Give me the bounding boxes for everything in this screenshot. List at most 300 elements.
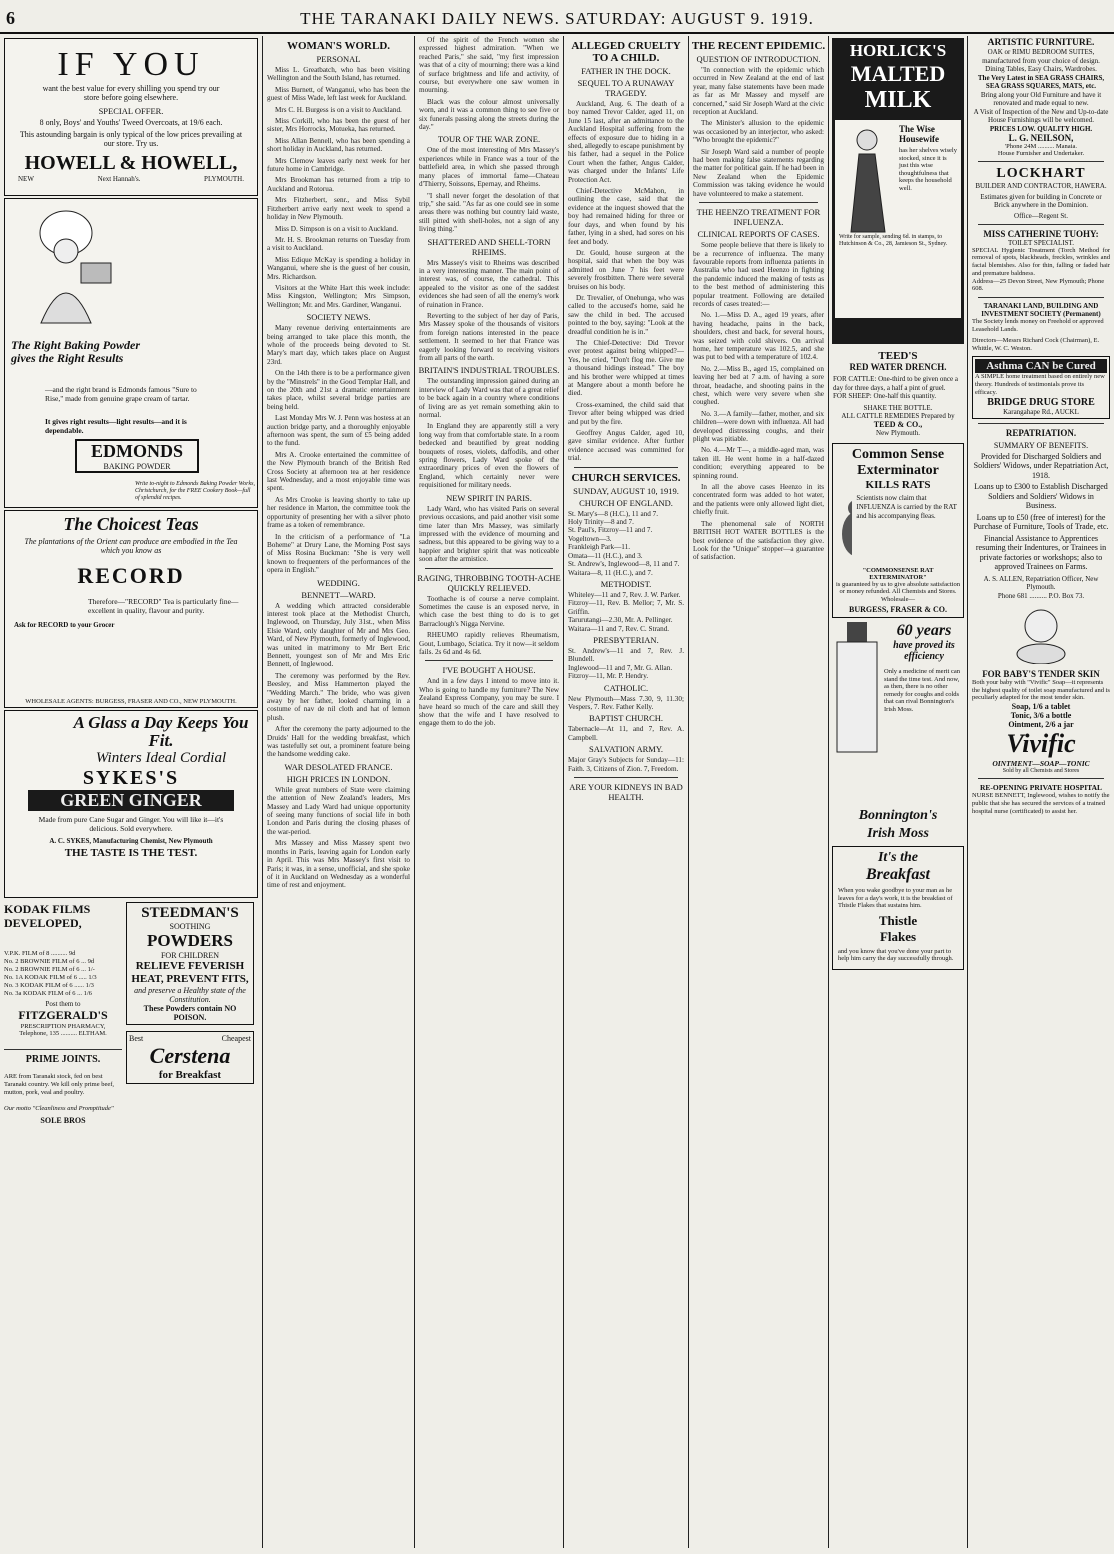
exterminator-scientists: Scientists now claim that INFLUENZA is carried by the RAT and his accompanying fleas. <box>856 493 957 520</box>
teed-ad <box>833 350 963 437</box>
horlicks-panel <box>835 120 961 318</box>
thistle-brand: Thistle <box>878 912 918 928</box>
kodak-pharmacy: PRESCRIPTION PHARMACY, <box>20 1023 106 1030</box>
bottle-icon <box>832 622 882 762</box>
steedman-product: POWDERS <box>147 931 233 950</box>
personal-heading: PERSONAL <box>316 54 361 64</box>
teed-all: ALL CATTLE REMEDIES Prepared by <box>841 411 955 420</box>
heenzo-subheading: CLINICAL REPORTS OF CASES. <box>697 229 820 240</box>
thistle-foot: and you know that you've done your part to help him carry the day successfully through. <box>838 947 954 962</box>
wedding-paragraph: After the ceremony the party adjourned to the Druids' Hall for the wedding breakfast, which was tastefully set out, a prominent feature being the handsome wedding cake. <box>267 725 410 759</box>
artistic-trade: House Furnisher and Undertaker. <box>997 149 1085 157</box>
tuohy-text: SPECIAL Hygienic Treatment (Torch Method for removal of spots, blackheads, freckles, wrinkles and facial blemishes. Also for thin, falling or faded hair and premature baldness. <box>972 246 1110 277</box>
wedding-subheading: BENNETT—WARD. <box>301 589 376 600</box>
steedman-ad <box>126 902 254 1025</box>
britain-paragraph: The outstanding impression gained during an interview of Lady Ward was that of a great relief to be back again in a country where conditions of living are as yet remain something akin to normal. <box>419 377 559 420</box>
horlicks-product: MALTED <box>850 61 946 86</box>
church-baptist-list <box>568 725 684 742</box>
church-methodist-heading: METHODIST. <box>600 578 652 589</box>
cerstena-best: Best <box>129 1034 144 1043</box>
bonnington-text: Only a medicine of merit can stand the time test. And now, as then, there is no other remedy for coughs and colds that can rival Bonnington's Irish Moss. <box>884 668 960 713</box>
building-title: TARANAKI LAND, BUILDING AND INVESTMENT SOCIETY (Permanent) <box>981 302 1101 319</box>
epidemic-paragraph: "In connection with the epidemic which occurred in New Zealand at the end of last year, many false statements have been made as far as Mr Massey and myself are concerned," said Sir Joseph Ward at the civic reception at Auckland. <box>693 66 824 117</box>
toothache-text <box>419 595 559 657</box>
prime-title: PRIME JOINTS. <box>25 1054 101 1065</box>
tour-paragraph: One of the most interesting of Mrs Massey's experiences while in France was a tour of the battlefield area, in which she passed through many places of immortal fame—Chateau d'Thierry, Soissons, Epernay, and Rheims. <box>419 146 559 189</box>
howell-line: store before going elsewhere. <box>83 93 179 102</box>
sykes-slogan: THE TASTE IS THE TEST. <box>64 847 198 859</box>
edmonds-logo <box>75 439 199 473</box>
cerstena-ad <box>126 1031 254 1084</box>
society-paragraph: As Mrs Crooke is leaving shortly to take up her residence in Marton, the committee took the opportunity of presenting her with a silver photo frame as a token of remembrance. <box>267 495 410 530</box>
church-catholic-list <box>568 695 684 712</box>
record-title: The Choicest Teas <box>63 514 199 534</box>
personal-item: Miss Allan Bennell, who has been spending a short holiday in Auckland, has returned. <box>267 136 410 154</box>
heenzo-paragraph: In all the above cases Heenzo in its concentrated form was added to hot water, and the patients were only allowed light diet, chiefly fruit. <box>693 483 824 517</box>
toothache-paragraph: Toothache is of course a nerve complaint. Sometimes the cause is an exposed nerve, in which case the best thing to do is to get Barraclough's Nigga Nervine. <box>419 594 559 628</box>
artistic-phone: 'Phone 24M .......... Manaia. <box>1005 142 1077 150</box>
baby-icon <box>1006 604 1076 664</box>
society-paragraph: Last Monday Mrs W. J. Penn was hostess at an auction bridge party, and a thoroughly enjoyable afternoon was spent, the sum of £5 being added to the fund. <box>267 414 410 448</box>
church-item: Tarurutangi—2.30, Mr. A. Pellinger. <box>568 616 673 625</box>
kodak-price-list <box>4 950 122 998</box>
howell-ad <box>4 38 258 196</box>
prime-body: ARE from Taranaki stock, fed on best Taranaki country. We kill only prime beef, mutton, pork, veal and poultry. <box>4 1073 115 1096</box>
teed-place: New Plymouth. <box>876 428 920 437</box>
steedman-relieve: RELIEVE FEVERISH HEAT, PREVENT FITS, <box>131 960 249 985</box>
howell-name: HOWELL & HOWELL, <box>24 152 238 174</box>
vivific-ad <box>972 604 1110 774</box>
artistic-visit: A Visit of Inspection of the New and Up-to-date House Furnishings will be welcomed. <box>973 107 1109 124</box>
rheims-paragraph: Mrs Massey's visit to Rheims was described in a very interesting manner. The main point of interest was, of course, the cathedral. This appealed to the visitor as one of the saddest evidences she had seen of all the enemy's work of ruination in France. <box>419 258 559 309</box>
horlicks-brand: HORLICK'S <box>849 41 947 60</box>
separator <box>574 777 678 778</box>
separator <box>978 423 1104 424</box>
thistle-line2: Breakfast <box>866 866 930 883</box>
horlicks-product: MILK <box>864 87 932 113</box>
church-england-list <box>568 510 684 577</box>
record-brand: RECORD <box>77 563 185 588</box>
repatriation-ad <box>972 428 1110 600</box>
asthma-text: A SIMPLE home treatment based on entirely new theory. Hundreds of testimonials prove its efficacy. <box>975 373 1105 397</box>
wedding-paragraph: The ceremony was performed by the Rev. Beesley, and Miss Hammerton played the "Wedding March." The bride, who was given away by her father, looked charming in a costume of nav de nil cloth and hat of lemon plush. <box>267 671 410 722</box>
cerstena-brand: Cerstena <box>149 1043 231 1068</box>
house-text <box>419 677 559 727</box>
asthma-ad <box>972 356 1110 418</box>
exterminator-product: "COMMONSENSE RAT EXTERMINATOR" <box>862 566 934 581</box>
church-item: Holy Trinity—8 and 7. <box>568 518 634 527</box>
paris-text <box>419 36 559 131</box>
exterminator-ad <box>832 443 964 619</box>
teed-sheep: FOR SHEEP: One-half this quantity. <box>833 392 937 400</box>
howell-bargain: This astounding bargain is only typical of the low prices prevailing at our store. Try us. <box>19 130 243 148</box>
separator <box>699 202 818 203</box>
personal-item: Mrs Clemow leaves early next week for her future home in Cambridge. <box>267 156 410 174</box>
personal-item: Mrs Fitzherbert, senr., and Miss Sybil Fitzherbert arrive early next week to spend a holiday in New Plymouth. <box>267 196 410 222</box>
exterminator-agents: BURGESS, FRASER & CO. <box>848 605 947 614</box>
tuohy-address: Address—25 Devon Street, New Plymouth; Phone 608. <box>972 277 1105 293</box>
sykes-body: Made from pure Cane Sugar and Ginger. You will like it—it's delicious. Sold everywhere. <box>38 815 224 833</box>
steedman-poison: These Powders contain NO POISON. <box>143 1004 237 1022</box>
record-agents: WHOLESALE AGENTS: BURGESS, FRASER AND CO., NEW PLYMOUTH. <box>25 698 237 705</box>
france-subheading: HIGH PRICES IN LONDON. <box>286 773 391 784</box>
column-3 <box>415 36 563 1548</box>
epidemic-subheading: QUESTION OF INTRODUCTION. <box>696 54 821 64</box>
asthma-store: BRIDGE DRUG STORE <box>987 396 1095 408</box>
personal-item: Miss Burnett, of Wanganui, who has been the guest of Miss Wade, left last week for Auckland. <box>267 85 410 103</box>
tour-paragraph: "I shall never forget the desolation of that trip," she said. "As far as one could see in some areas there was nothing but country laid waste, still pitted with shell-holes, not a sign of any living thing." <box>419 191 559 234</box>
horlicks-free: Write for sample, sending 6d. in stamps, to Hutchinson & Co., 28, Jamieson St., Sydney. <box>839 234 948 247</box>
record-body: Therefore—"RECORD" Tea is particularly fine—excellent in quality, flavour and purity. <box>88 597 239 615</box>
kodak-title: KODAK FILMS DEVELOPED, <box>4 902 91 930</box>
repatriation-more: Financial Assistance to Apprentices resuming their Indentures, or Trainees in private factories or workshops; also to approved Trainees on Farms. <box>975 533 1107 572</box>
artistic-latest: The Very Latest in SEA GRASS CHAIRS, SEA GRASS SQUARES, MATS, etc. <box>977 73 1105 90</box>
womans-world-heading: WOMAN'S WORLD. <box>286 40 391 52</box>
thistle-text: When you wake goodbye to your man as he leaves for a day's work, it is the breakfast of Thistle Flakes that sustains him. <box>838 887 953 909</box>
church-england-heading: CHURCH OF ENGLAND. <box>579 497 673 508</box>
church-item: Omata—11 (H.C.), and 3. <box>568 551 643 560</box>
kodak-steedman-row <box>4 902 258 1125</box>
separator <box>425 660 553 661</box>
spirit-heading: NEW SPIRIT IN PARIS. <box>446 492 532 503</box>
separator <box>574 467 678 468</box>
epidemic-paragraph: The Minister's allusion to the epidemic was occasioned by an interjector, who asked: "Who brought the epidemic?" <box>693 119 824 145</box>
church-catholic-heading: CATHOLIC. <box>603 682 649 693</box>
teed-shake: SHAKE THE BOTTLE. <box>863 403 933 412</box>
personal-item: Miss Corkill, who has been the guest of her sister, Mrs Horrocks, Motueka, has returned. <box>267 117 410 134</box>
howell-footer-left: NEW <box>18 175 34 183</box>
sykes-brand: SYKES'S <box>82 767 180 789</box>
church-salvation-heading: SALVATION ARMY. <box>588 744 663 755</box>
vivific-price: Tonic, 3/6 a bottle <box>1010 711 1072 721</box>
asthma-title: Asthma CAN be Cured <box>975 359 1107 373</box>
britain-heading: BRITAIN'S INDUSTRIAL TROUBLES. <box>418 365 560 376</box>
kodak-price-item: No. 3 KODAK FILM of 6 ...... 1/3 <box>4 982 94 989</box>
howell-footer-right: PLYMOUTH. <box>204 175 244 183</box>
vivific-text: Both your baby with "Vivific" Soap—it represents the highest quality of toilet soap manufactured and is peculiarly adapted for the most tender skin. <box>972 678 1110 702</box>
steedman-sub: SOOTHING <box>169 922 211 931</box>
hospital-title: RE-OPENING PRIVATE HOSPITAL <box>979 783 1103 793</box>
cruelty-paragraph: Cross-examined, the child said that Trevor after being whipped was dried and put by the fire. <box>568 400 684 426</box>
cerstena-cheapest: Cheapest <box>221 1034 251 1043</box>
bonnington-ad <box>832 622 964 842</box>
bonnington-brand: Bonnington's <box>858 808 938 823</box>
tuohy-sub: TOILET SPECIALIST. <box>1007 238 1075 247</box>
church-item: New Plymouth—Mass 7.30, 9, 11.30; Vespers, 7. Rev. Father Kelly. <box>568 694 684 711</box>
repatriation-text: Provided for Discharged Soldiers and Soldiers' Widows, under Repatriation Act, 1918. <box>973 451 1109 480</box>
church-salvation-list <box>568 756 684 773</box>
building-society-ad <box>972 302 1110 352</box>
artistic-title: ARTISTIC FURNITURE. <box>987 38 1095 48</box>
hospital-text: NURSE BENNETT, Inglewood, wishes to notify the public that she has secured the services of a trained hospital nurse (certificated) to assist her. <box>972 792 1110 815</box>
lockhart-ad <box>972 166 1110 220</box>
horlicks-text: has her shelves wisely stocked, since it is just this wise thoughtfulness that keeps the household well. <box>899 147 957 192</box>
record-tea-ad <box>4 510 258 708</box>
thistle-brand: Flakes <box>879 928 917 944</box>
house-paragraph: And in a few days I intend to move into it. Who is going to handle my furniture? The New Zealand Express Company, you may be sure. I have heard so much of the care and skill they show that the wife and I have resolved to engage them to do the job. <box>419 677 559 728</box>
cruelty-paragraph: Dr. Trevalier, of Onehunga, who was called to the accused's home, said he saw the child in bed. The accused pointed to the boy, saying: "Look at the dreadful condition he is in." <box>568 293 684 336</box>
bonnington-top <box>884 622 964 662</box>
woman-baking-icon <box>11 203 121 333</box>
edmonds-body: —and the right brand is Edmonds famous "Sure to Rise," made from genuine grape cream of tartar. <box>45 385 197 403</box>
kidneys-heading: ARE YOUR KIDNEYS IN BAD HEALTH. <box>569 782 683 802</box>
kodak-price-item: No. 1A KODAK FILM of 6 ..... 1/3 <box>4 974 97 981</box>
newspaper-title: THE TARANAKI DAILY NEWS. SATURDAY: AUGUST 9. 1919. <box>300 9 814 28</box>
bonnington-years: 60 years <box>896 622 952 639</box>
howell-footer <box>18 175 244 183</box>
sykes-maker: A. C. SYKES, Manufacturing Chemist, New Plymouth <box>49 837 213 845</box>
church-item: Frankleigh Park—11. <box>568 543 631 552</box>
steedman-brand: STEEDMAN'S <box>141 905 239 921</box>
hospital-ad <box>972 783 1110 815</box>
cruelty-paragraph: Auckland, Aug. 6. The death of a boy named Trevor Calder, aged 11, on June 15 last, after an admittance to the Auckland Hospital suffering from the effects of exposure due to hiding in a shed, allegedly to escape punishment by his father, had a sequel in the Police Court when the father, Angus Calder, was charged under the Infants' Life Protection Act. <box>568 100 684 184</box>
separator <box>425 568 553 569</box>
france-text <box>267 786 410 890</box>
church-item: Major Gray's Subjects for Sunday—11: Faith. 3, Citizens of Zion. 7, Freedom. <box>568 756 684 773</box>
heenzo-paragraph: No. 3.—A family—father, mother, and six children—were down with influenza. All had developed distressing coughs, and their plight was pitiable. <box>693 409 824 444</box>
artistic-text: OAK or RIMU BEDROOM SUITES, manufactured from your choice of design. Dining Tables, Easy Chairs, Wardrobes. <box>982 48 1100 73</box>
column-5 <box>689 36 828 1548</box>
spirit-paragraph: Lady Ward, who has visited Paris on several previous occasions, and paid another visit some time later than Mrs Massey, was similarly impressed with the evidence of mourning and sadness, but this appeared to be giving way to a happier and brighter spirit that was noticeable soon after the armistice. <box>419 504 559 564</box>
vivific-brand: Vivific <box>1006 729 1076 759</box>
asthma-place: Karangahape Rd., AUCKL <box>1003 407 1079 416</box>
france-paragraph: While great numbers of State were claiming the attention of New Zealand's leaders, Mrs Massey and Lady Ward had unique opportunity of seeing many functions of social life in both London and Paris during the closing phases of the war-period. <box>267 785 410 836</box>
house-heading: I'VE BOUGHT A HOUSE. <box>442 665 536 676</box>
cruelty-heading: ALLEGED CRUELTY TO A CHILD. <box>571 40 681 64</box>
horlicks-housewife: The Wise Housewife <box>899 124 939 144</box>
tour-text <box>419 146 559 233</box>
vivific-sold: Sold by all Chemists and Stores <box>1002 768 1080 775</box>
column-4 <box>564 36 688 1548</box>
artistic-ad <box>972 38 1110 157</box>
teed-name: TEED & CO., <box>873 419 923 429</box>
church-item: Waitara—11 and 7, Rev. C. Strand. <box>568 624 670 633</box>
exterminator-kills: KILLS RATS <box>865 478 931 491</box>
repatriation-phone: Phone 681 .......... P.O. Box 73. <box>997 591 1085 600</box>
repatriation-title: REPATRIATION. <box>1005 427 1077 438</box>
paris-paragraph: Of the spirit of the French women she expressed highest admiration. "When we reached Paris," she said, "my first impression was that of a city of mourning; there was a kind of surface brightness and life and activity, of course, but everywhere one saw women in mourning. <box>419 36 559 95</box>
masthead <box>0 6 1114 34</box>
church-item: Whiteley—11 and 7, Rev. J. W. Parker. <box>568 590 681 599</box>
britain-text <box>419 377 559 489</box>
society-paragraph: Many revenue deriving entertainments are being arranged to take place this month, the whole of the proceeds being devoted to St. Mary's mart day, which takes place on August 23rd. <box>267 324 410 366</box>
column-2 <box>263 36 414 1548</box>
building-text: The Society lends money on Freehold or approved Leasehold Lands. <box>972 318 1104 334</box>
church-date: SUNDAY, AUGUST 10, 1919. <box>573 485 679 496</box>
cruelty-subheading: FATHER IN THE DOCK. <box>581 66 671 76</box>
church-baptist-heading: BAPTIST CHURCH. <box>589 713 663 724</box>
lockhart-title: LOCKHART <box>996 165 1086 181</box>
steedman-column <box>126 902 254 1125</box>
society-paragraph: Mrs A. Crooke entertained the committee of the New Plymouth branch of the British Red Cross Society at afternoon tea at her residence last Wednesday, and a most enjoyable time was spent. <box>267 450 410 493</box>
separator <box>978 224 1104 225</box>
separator <box>4 1049 122 1050</box>
personal-item: Mr. H. S. Brookman returns on Tuesday from a visit to Auckland. <box>267 235 410 253</box>
cruelty-text <box>568 100 684 463</box>
church-item: St. Andrew's, Inglewood—8, 11 and 7. <box>568 560 680 569</box>
edmonds-brand: EDMONDS <box>90 441 183 461</box>
rheims-paragraph: Reverting to the subject of her day of Paris, Mrs Massey spoke of the thousands of visitors from foreign nations interested in the peace settlement. It seemed to her that France was eagerly looking forward to receiving visitors from all parts of the earth. <box>419 311 559 362</box>
kodak-price-item: No. 2 BROWNIE FILM of 6 ... 9d <box>4 958 95 965</box>
lockhart-office: Office—Regent St. <box>1014 211 1068 220</box>
edmonds-tagline: It gives right results—light results—and it is dependable. <box>45 417 187 435</box>
artistic-name: L. G. NEILSON, <box>1008 132 1074 143</box>
separator <box>978 297 1104 298</box>
sykes-product: GREEN GINGER <box>28 790 234 811</box>
teed-title: TEED'S <box>878 350 918 362</box>
prime-motto: Our motto "Cleanliness and Promptitude" <box>4 1105 114 1112</box>
cruelty-subheading: SEQUEL TO A RUNAWAY TRAGEDY. <box>577 78 675 98</box>
howell-headline: IF YOU <box>57 46 205 83</box>
personal-item: Visitors at the White Hart this week include: Miss Kingston, Wellington; Mrs Simpson, Wellington; Mr. and Mrs. Gardiner, Wanganui. <box>267 283 410 309</box>
epidemic-heading: THE RECENT EPIDEMIC. <box>691 40 826 52</box>
personal-text <box>267 66 410 309</box>
personal-item: Miss Edique McKay is spending a holiday in Wanganui, where she is the guest of her cousin, Mrs. Richardson. <box>267 255 410 281</box>
sykes-ad <box>4 710 258 898</box>
bonnington-product: Irish Moss <box>867 826 929 841</box>
column-1 <box>0 36 262 1548</box>
artistic-bring: Bring along your Old Furniture and have it renovated and made equal to new. <box>980 90 1102 107</box>
rat-icon <box>836 494 852 564</box>
spirit-text <box>419 505 559 564</box>
sykes-line2: Winters Ideal Cordial <box>95 750 227 766</box>
church-item: St. Andrew's—11 and 7, Rev. J. Blundell. <box>568 646 684 664</box>
church-item: St. Mary's—8 (H.C.), 11 and 7. <box>568 509 659 518</box>
thistle-ad <box>832 846 964 970</box>
cruelty-paragraph: Chief-Detective McMahon, in outlining the case, said that the evidence at the inquest showed that the boy had remained hiding for three or four days, and when found by his father, lying in a shed, had sores on his feet and body. <box>568 187 684 246</box>
vivific-price: Soap, 1/6 a tablet <box>1011 702 1071 712</box>
epidemic-text <box>693 66 824 198</box>
society-text <box>267 324 410 574</box>
toothache-heading: RAGING, THROBBING TOOTH-ACHE QUICKLY RELIEVED. <box>417 572 561 593</box>
rheims-heading: SHATTERED AND SHELL-TORN RHEIMS. <box>427 236 551 257</box>
thistle-line1: It's the <box>877 850 919 865</box>
separator <box>978 778 1104 779</box>
kodak-price-item: No. 3a KODAK FILM of 6 ... 1/6 <box>4 990 92 997</box>
lockhart-sub: BUILDER AND CONTRACTOR, HAWERA. <box>975 181 1107 190</box>
church-item: Inglewood—11 and 7, Mr. G. Allan. <box>568 663 673 672</box>
column-6 <box>829 36 967 1548</box>
church-item: Fitzroy—11, Mr. P. Hendry. <box>568 672 649 681</box>
cruelty-paragraph: The Chief-Detective: Did Trevor ever protest against being whipped?—Yes, he cried, "Don't flog me. Give me a thousand hidings instead." The boy and his brother were whipped at times at Mangere about a month before he died. <box>568 338 684 398</box>
building-directors: Directors—Messrs Richard Cock (Chairman), E. Whittle, W. C. Weston. <box>972 336 1100 352</box>
tour-heading: TOUR OF THE WAR ZONE. <box>437 134 541 145</box>
lockhart-text: Estimates given for building in Concrete or Brick anywhere in the Dominion. <box>980 192 1102 209</box>
heenzo-paragraph: No. 1.—Miss D. A., aged 19 years, after having headache, pains in the back, shoulders, chest and back, for several hours, was seized with cold shivers. On arrival home, her temperature was 102.5, and she was put to bed with a temperature of 102.4. <box>693 311 824 362</box>
heenzo-paragraph: Some people believe that there is likely to be a recurrence of influenza. The many favourable reports from influenza patients in Australia who had used Heenzo in fighting the pandemic induced the making of tests as to the best method of administering this popular treatment. Following are detailed records of cases treated:— <box>693 241 824 308</box>
edmonds-ad <box>4 198 258 508</box>
kodak-ad <box>4 902 122 1125</box>
personal-item: Miss D. Simpson is on a visit to Auckland. <box>275 224 398 233</box>
sykes-line1: A Glass a Day Keeps You Fit. <box>73 713 249 750</box>
bonnington-proved: have proved its efficiency <box>893 640 955 662</box>
teed-product: RED WATER DRENCH. <box>849 362 947 372</box>
steedman-for: FOR CHILDREN <box>160 951 219 960</box>
heenzo-text <box>693 241 824 562</box>
church-methodist-list <box>568 591 684 633</box>
kodak-post: Post them to <box>45 1000 81 1008</box>
column-7 <box>968 36 1114 1548</box>
tuohy-title: MISS CATHERINE TUOHY: <box>983 228 1099 239</box>
edmonds-title: The Right Baking Powder gives the Right Results <box>11 338 141 365</box>
repatriation-loans2: Loans up to £50 (free of interest) for the Purchase of Furniture, Tools of Trade, etc. <box>973 512 1109 532</box>
record-foot: Ask for RECORD to your Grocer <box>14 621 115 629</box>
epidemic-paragraph: Sir Joseph Ward said a number of people had been making false statements regarding the matter for political gain. If he had been in New Zealand when the Epidemic Commission was taking evidence he would have volunteered to make a statement. <box>693 147 824 198</box>
church-item: Tabernacle—At 11, and 7, Rev. A. Campbell. <box>568 725 684 742</box>
cruelty-paragraph: Geoffrey Angus Calder, aged 10, gave similar evidence. After further evidence accused was committed for trial. <box>568 429 684 463</box>
britain-paragraph: In England they are apparently still a very long way from that comfortable state. In a room bedecked and beautified by great nodding bouquets of roses, violets, daffodils, and other spring flowers, Lady Ward spoke of the extraordinary prices of even the flowers of England, which certainly never were requisitioned for military needs. <box>419 422 559 490</box>
personal-item: Mrs C. H. Burgess is on a visit to Auckland. <box>275 105 402 114</box>
woman-shopping-icon <box>839 124 895 234</box>
vivific-price: Ointment, 2/6 a jar <box>1008 720 1074 730</box>
page-number: 6 <box>6 8 15 28</box>
cerstena-for: for Breakfast <box>158 1069 222 1081</box>
paris-paragraph: Black was the colour almost universally worn, and it was a common thing to see five or six funerals passing along the streets during the day." <box>419 97 559 132</box>
society-heading: SOCIETY NEWS. <box>306 312 371 323</box>
personal-item: Mrs Brookman has returned from a trip to Auckland and Rotorua. <box>267 176 410 193</box>
exterminator-text: is guaranteed by us to give absolute satisfaction or money refunded. All Chemists and Stores. Wholesale— <box>836 580 961 603</box>
edmonds-product: BAKING POWDER <box>103 462 171 471</box>
church-presbyterian-list <box>568 647 684 681</box>
repatriation-summary: SUMMARY OF BENEFITS. <box>993 440 1089 450</box>
church-item: Fitzroy—11, Rev. B. Mellor; 7, Mr. S. Griffin. <box>568 599 684 616</box>
tuohy-ad <box>972 229 1110 294</box>
exterminator-title: Common Sense <box>851 446 945 462</box>
church-presbyterian-heading: PRESBYTERIAN. <box>593 634 659 645</box>
kodak-price-item: No. 2 BROWNIE FILM of 6 ... 1/- <box>4 966 95 973</box>
wedding-heading: WEDDING. <box>317 577 360 588</box>
society-paragraph: On the 14th there is to be a performance given by the "Minstrels" in the Good Templar Hall, and on the 20th and 21st a dramatic entertainment takes place, whilst several bridge parties are being held. <box>267 369 410 411</box>
howell-offer-title: SPECIAL OFFER. <box>98 106 164 116</box>
wedding-paragraph: A wedding which attracted considerable interest took place at the Methodist Church, Inglewood, on Thursday, July 31st., when Miss Elsie Ward, only daughter of Mr and Mrs Geo. Ward, of New Plymouth, formerly of Inglewood, was united in matrimony to Mr Bert Eric Bennett, youngest son of Mr and Mrs Eric Bennett, of Inglewood. <box>267 601 410 669</box>
edmonds-cookery: Write to-night to Edmonds Baking Powder Works, Christchurch, for the FREE Cookery Book—full of splendid recipes. <box>135 481 255 501</box>
exterminator-title: Exterminator <box>857 462 939 478</box>
france-heading: WAR DESOLATED FRANCE. <box>284 761 393 772</box>
cruelty-paragraph: Dr. Gould, house surgeon at the hospital, said that when the boy was admitted on June 7 his feet were severely frostbitten. There were several bruises on his body. <box>568 248 684 291</box>
france-paragraph: Mrs Massey and Miss Massey spent two months in Paris, leaving again for London early in April. This was Mrs Massey's first visit to Paris; it was, in a sense, unofficial, and she spoke of it in Auckland on Wednesday as a wonderful time of rest and enjoyment. <box>267 839 410 890</box>
vivific-title: FOR BABY'S TENDER SKIN <box>982 668 1100 679</box>
church-heading: CHURCH SERVICES. <box>571 471 681 484</box>
steedman-health: and preserve a Healthy state of the Constitution. <box>134 986 246 1004</box>
church-item: St. Paul's, Fitzroy—11 and 7. <box>568 526 653 535</box>
heenzo-paragraph: The phenomenal sale of NORTH BRITISH HOT WATER BOTTLES is the best evidence of the satisfaction they give. Look for the "Unique" stopper—a guarantee of satisfaction. <box>693 519 824 562</box>
record-sub: The plantations of the Orient can produce are embodied in the Tea which you know as <box>24 537 238 555</box>
heenzo-heading: THE HEENZO TREATMENT FOR INFLUENZA. <box>696 207 821 228</box>
vivific-tagline: OINTMENT—SOAP—TONIC <box>992 759 1090 769</box>
heenzo-paragraph: No. 4.—Mr T—, a middle-aged man, was taken ill. He went home in a half-dazed condition; everything appeared to be spinning round. <box>693 446 824 480</box>
repatriation-sign: A. S. ALLEN, Repatriation Officer, New Plymouth. <box>983 574 1099 592</box>
prime-sign: SOLE BROS <box>40 1116 86 1125</box>
howell-offer-text: 8 only, Boys' and Youths' Tweed Overcoats, at 19/6 each. <box>39 118 223 127</box>
howell-footer-mid: Next Hannah's. <box>97 175 141 183</box>
kodak-name: FITZGERALD'S <box>18 1008 108 1022</box>
kodak-price-item: V.P.K. FILM of 8 .......... 9d <box>4 950 76 957</box>
society-paragraph: In the criticism of a performance of "La Boheme" at Drury Lane, the Morning Post says of Miss Rosina Buckman: "She is very well known to frequenters of the performances of the opera in English." <box>267 532 410 575</box>
artistic-prices: PRICES LOW. QUALITY HIGH. <box>989 124 1093 133</box>
horlicks-ad <box>832 38 964 344</box>
teed-cattle: FOR CATTLE: One-third to be given once a day for three days, a half a pint of gruel. <box>833 375 959 392</box>
howell-line: want the best value for every shilling you spend try our <box>42 84 220 93</box>
toothache-paragraph: RHEUMO rapidly relieves Rheumatism, Gout, Lumbago, Sciatica. Try it now—it seldom fails. 2s 6d and 4s 6d. <box>419 631 559 656</box>
church-item: Vogeltown—3. <box>568 534 612 543</box>
personal-item: Miss L. Greatbatch, who has been visiting Wellington and the South Island, has returned. <box>267 66 410 83</box>
separator <box>978 161 1104 162</box>
church-item: Waitara—8, 11 (H.C.), and 7. <box>568 568 653 577</box>
rheims-text <box>419 259 559 363</box>
kodak-phone: Telephone, 135 .......... ELTHAM. <box>19 1030 107 1037</box>
exterminator-body <box>836 494 960 564</box>
wedding-text <box>267 602 410 759</box>
